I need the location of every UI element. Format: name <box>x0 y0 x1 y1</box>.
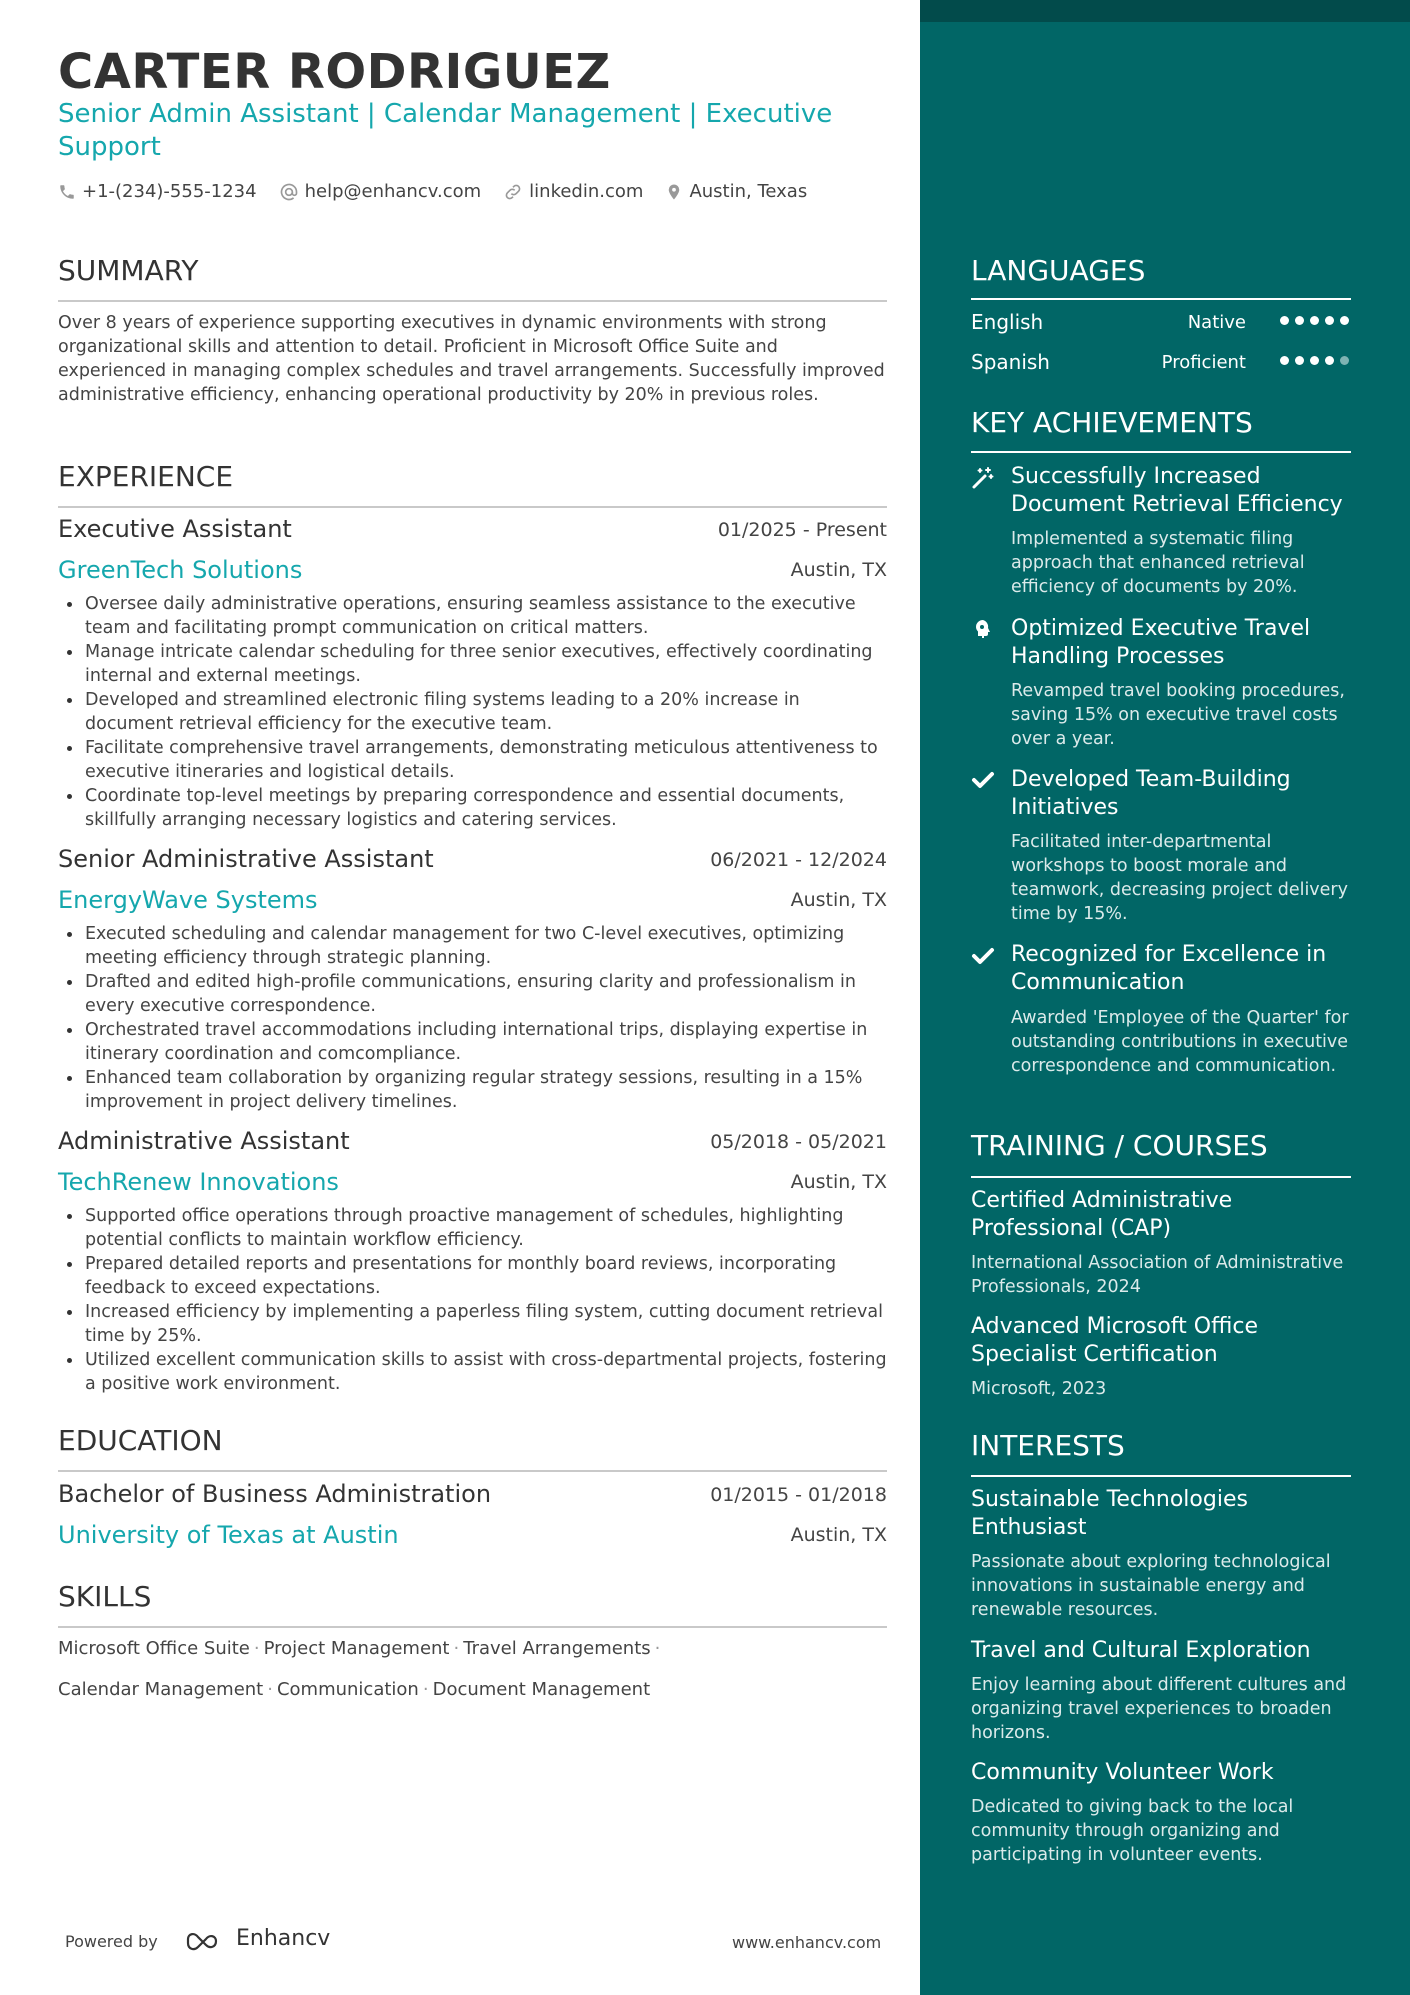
contact-linkedin[interactable] <box>503 181 643 202</box>
sidebar <box>920 0 1410 1995</box>
rating-dot <box>1310 356 1319 365</box>
interest-title: Community Volunteer Work <box>971 1760 1274 1785</box>
phone-text: +1-(234)-555-1234 <box>82 181 257 202</box>
bullet-item: Facilitate comprehensive travel arrangements, demonstrating meticulous attentiveness to executive itineraries and logistical details. <box>58 736 887 784</box>
training-desc: Microsoft, 2023 <box>971 1379 1107 1399</box>
interests-divider <box>971 1475 1351 1477</box>
job-location: Austin, TX <box>790 889 887 911</box>
enhancv-brand-text: Enhancv <box>236 1926 331 1951</box>
languages-heading: LANGUAGES <box>971 254 1146 287</box>
checkmark-icon <box>971 944 995 968</box>
rating-dot <box>1325 356 1334 365</box>
checkmark-icon <box>971 768 995 792</box>
skill-tag: Travel Arrangements <box>463 1638 651 1659</box>
job-title: Senior Administrative Assistant <box>58 845 434 873</box>
language-rating <box>1274 316 1349 325</box>
brain-icon <box>971 617 995 641</box>
summary-text: Over 8 years of experience supporting executives in dynamic environments with strong organizational skills and attention to detail. Proficient in Microsoft Office Suite and experienced in managing complex schedules and travel arrangements. Successfully improved administrative efficiency, enhancing operational productivity by 20% in previous roles. <box>58 313 885 405</box>
skill-separator: · <box>267 1679 273 1700</box>
bullet-item: Enhanced team collaboration by organizing regular strategy sessions, resulting in a 15% improvement in project delivery timelines. <box>58 1066 887 1114</box>
language-level: Native <box>1187 312 1246 333</box>
experience-divider <box>58 506 887 508</box>
job-company[interactable]: GreenTech Solutions <box>58 556 303 584</box>
skill-separator: · <box>253 1638 260 1659</box>
job-dates: 01/2025 - Present <box>717 519 887 541</box>
achievement-desc: Facilitated inter-departmental workshops to boost morale and teamwork, decreasing project delivery time by 15%. <box>1011 832 1348 924</box>
rating-dot <box>1325 316 1334 325</box>
skill-tag: Microsoft Office Suite <box>58 1638 250 1659</box>
achievement-title: Developed Team-Building Initiatives <box>1011 767 1291 820</box>
job-bullets <box>58 922 887 1114</box>
skill-tag: Calendar Management <box>58 1679 264 1700</box>
rating-dot <box>1310 316 1319 325</box>
bullet-item: Prepared detailed reports and presentations for monthly board reviews, incorporating feedback to exceed expectations. <box>58 1252 887 1300</box>
achievement-desc: Implemented a systematic filing approach that enhanced retrieval efficiency of documents by 20%. <box>1011 529 1305 597</box>
at-icon <box>279 182 299 202</box>
language-rating <box>1274 356 1349 365</box>
summary-heading: SUMMARY <box>58 254 199 287</box>
skill-separator: · <box>453 1638 460 1659</box>
skills-heading: SKILLS <box>58 1580 152 1613</box>
bullet-item: Executed scheduling and calendar management for two C-level executives, optimizing meeting efficiency through strategic planning. <box>58 922 887 970</box>
job-location: Austin, TX <box>790 1171 887 1193</box>
contact-location <box>665 181 807 202</box>
job-title: Administrative Assistant <box>58 1127 350 1155</box>
education-degree: Bachelor of Business Administration <box>58 1480 492 1508</box>
achievements-divider <box>971 451 1351 453</box>
bullet-item: Oversee daily administrative operations, ensuring seamless assistance to the executive team and facilitating prompt communication on critical matters. <box>58 592 887 640</box>
skill-tag: Project Management <box>263 1638 450 1659</box>
skills-row <box>58 1638 664 1659</box>
headline: Senior Admin Assistant | Calendar Management | Executive Support <box>58 99 833 162</box>
location-pin-icon <box>665 182 683 202</box>
rating-dot <box>1280 356 1289 365</box>
sidebar-content <box>971 0 1351 1995</box>
education-location: Austin, TX <box>790 1524 887 1546</box>
language-name: Spanish <box>971 350 1050 374</box>
education-heading: EDUCATION <box>58 1424 223 1457</box>
language-row <box>971 350 1351 378</box>
job-location: Austin, TX <box>790 559 887 581</box>
skills-divider <box>58 1626 887 1628</box>
achievement-title: Successfully Increased Document Retrieval Efficiency <box>1011 464 1343 517</box>
education-divider <box>58 1470 887 1472</box>
interests-heading: INTERESTS <box>971 1429 1125 1462</box>
job-title: Executive Assistant <box>58 515 292 543</box>
language-name: English <box>971 310 1044 334</box>
interest-desc: Passionate about exploring technological innovations in sustainable energy and renewable resources. <box>971 1552 1331 1620</box>
interest-desc: Enjoy learning about different cultures and organizing travel experiences to broaden horizons. <box>971 1675 1347 1743</box>
languages-divider <box>971 298 1351 300</box>
contact-phone[interactable] <box>58 181 257 202</box>
rating-dot <box>1295 316 1304 325</box>
achievements-heading: KEY ACHIEVEMENTS <box>971 406 1253 439</box>
enhancv-logo[interactable] <box>184 1926 330 1951</box>
linkedin-text: linkedin.com <box>529 181 644 202</box>
contact-bar <box>58 181 829 202</box>
footer-url[interactable]: www.enhancv.com <box>732 1933 882 1952</box>
magic-wand-icon <box>971 466 995 490</box>
bullet-item: Orchestrated travel accommodations including international trips, displaying expertise in itinerary coordination and comcompliance. <box>58 1018 887 1066</box>
candidate-name: CARTER RODRIGUEZ <box>58 44 611 100</box>
rating-dot <box>1340 356 1349 365</box>
bullet-item: Manage intricate calendar scheduling for three senior executives, effectively coordinating internal and external meetings. <box>58 640 887 688</box>
education-dates: 01/2015 - 01/2018 <box>710 1484 887 1506</box>
rating-dot <box>1280 316 1289 325</box>
achievement-desc: Awarded 'Employee of the Quarter' for outstanding contributions in executive correspondence and communication. <box>1011 1008 1349 1076</box>
interest-desc: Dedicated to giving back to the local community through organizing and participating in volunteer events. <box>971 1797 1294 1865</box>
link-icon <box>503 182 523 202</box>
training-heading: TRAINING / COURSES <box>971 1129 1268 1162</box>
interest-title: Travel and Cultural Exploration <box>971 1638 1311 1663</box>
bullet-item: Utilized excellent communication skills to assist with cross-departmental projects, fostering a positive work environment. <box>58 1348 887 1396</box>
rating-dot <box>1340 316 1349 325</box>
job-company[interactable]: EnergyWave Systems <box>58 886 318 914</box>
education-school[interactable]: University of Texas at Austin <box>58 1521 399 1549</box>
skill-tag: Communication <box>276 1679 419 1700</box>
summary-divider <box>58 300 887 302</box>
experience-heading: EXPERIENCE <box>58 460 234 493</box>
job-bullets <box>58 592 887 832</box>
job-dates: 06/2021 - 12/2024 <box>710 849 887 871</box>
bullet-item: Coordinate top-level meetings by preparing correspondence and essential documents, skillfully arranging necessary logistics and catering services. <box>58 784 887 832</box>
contact-email[interactable] <box>279 181 482 202</box>
location-text: Austin, Texas <box>689 181 808 202</box>
training-divider <box>971 1176 1351 1178</box>
training-desc: International Association of Administrative Professionals, 2024 <box>971 1253 1344 1297</box>
bullet-item: Increased efficiency by implementing a paperless filing system, cutting document retrieval time by 25%. <box>58 1300 887 1348</box>
rating-dot <box>1295 356 1304 365</box>
job-dates: 05/2018 - 05/2021 <box>710 1131 887 1153</box>
email-text: help@enhancv.com <box>304 181 482 202</box>
achievement-title: Optimized Executive Travel Handling Processes <box>1011 616 1311 669</box>
training-title: Advanced Microsoft Office Specialist Certification <box>971 1314 1258 1367</box>
bullet-item: Supported office operations through proactive management of schedules, highlighting potential conflicts to maintain workflow efficiency. <box>58 1204 887 1252</box>
language-row <box>971 310 1351 338</box>
interest-title: Sustainable Technologies Enthusiast <box>971 1487 1248 1540</box>
bullet-item: Developed and streamlined electronic filing systems leading to a 20% increase in document retrieval efficiency for the executive team. <box>58 688 887 736</box>
enhancv-logo-icon <box>184 1927 230 1951</box>
job-company[interactable]: TechRenew Innovations <box>58 1168 339 1196</box>
skills-row <box>58 1679 650 1700</box>
skill-tag: Document Management <box>432 1679 651 1700</box>
bullet-item: Drafted and edited high-profile communications, ensuring clarity and professionalism in every executive correspondence. <box>58 970 887 1018</box>
achievement-desc: Revamped travel booking procedures, saving 15% on executive travel costs over a year. <box>1011 681 1345 749</box>
language-level: Proficient <box>1161 352 1246 373</box>
achievement-title: Recognized for Excellence in Communication <box>1011 942 1327 995</box>
skill-separator: · <box>654 1638 661 1659</box>
skill-separator: · <box>422 1679 429 1700</box>
powered-by-label: Powered by <box>65 1932 158 1951</box>
job-bullets <box>58 1204 887 1396</box>
training-title: Certified Administrative Professional (CAP) <box>971 1188 1233 1241</box>
phone-icon <box>58 183 76 201</box>
